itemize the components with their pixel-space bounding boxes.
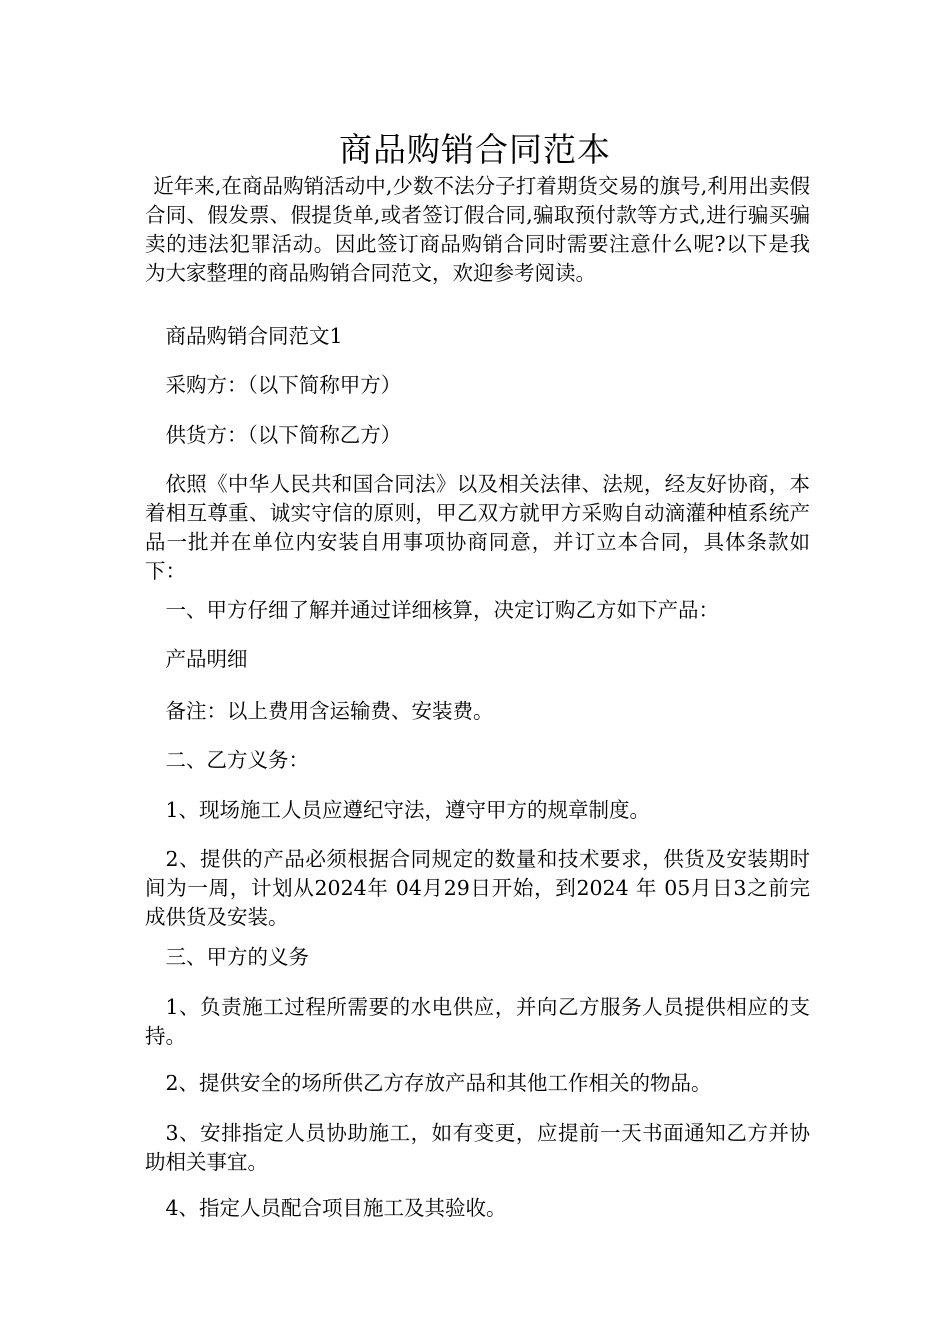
document-title: 商品购销合同范本: [339, 130, 611, 169]
section-heading-sample-1: 商品购销合同范文1: [165, 324, 343, 348]
clause-3-item-4: 4、指定人员配合项目施工及其验收。: [165, 1196, 507, 1220]
clause-2-heading: 二、乙方义务：: [165, 748, 309, 772]
clause-2-item-1: 1、现场施工人员应遵纪守法，遵守甲方的规章制度。: [165, 798, 651, 822]
clause-3-item-1: 1、负责施工过程所需要的水电供应，并向乙方服务人员提供相应的支持。: [145, 995, 810, 1048]
clause-2-item-2: 2、提供的产品必须根据合同规定的数量和技术要求，供货及安装期时间为一周，计划从2024年 04月29日开始，到2024 年 05月日3之前完成供货及安装。: [145, 847, 810, 929]
clause-3-item-3: 3、安排指定人员协助施工，如有变更，应提前一天书面通知乙方并协助相关事宜。: [145, 1121, 810, 1174]
remark-line: 备注：以上费用含运输费、安装费。: [165, 699, 494, 723]
purchaser-line: 采购方：（以下简称甲方）: [165, 373, 402, 397]
product-details-label: 产品明细: [165, 647, 248, 671]
supplier-line: 供货方：（以下简称乙方）: [165, 423, 402, 447]
clause-1-heading: 一、甲方仔细了解并通过详细核算，决定订购乙方如下产品：: [165, 598, 719, 622]
intro-paragraph: 近年来,在商品购销活动中,少数不法分子打着期货交易的旗号,利用出卖假合同、假发票、假提货单,或者签订假合同,骗取预付款等方式,进行骗买骗卖的违法犯罪活动。因此签订商品购销合同时需要注意什么呢?以下是我为大家整理的商品购销合同范文，欢迎参考阅读。: [145, 174, 810, 285]
preamble-paragraph: 依照《中华人民共和国合同法》以及相关法律、法规，经友好协商，本着相互尊重、诚实守信的原则，甲乙双方就甲方采购自动滴灌种植系统产品一批并在单位内安装自用事项协商同意，并订立本合同，具体条款如下：: [145, 472, 810, 583]
clause-3-heading: 三、甲方的义务: [165, 945, 309, 969]
clause-3-item-2: 2、提供安全的场所供乙方存放产品和其他工作相关的物品。: [165, 1071, 712, 1095]
